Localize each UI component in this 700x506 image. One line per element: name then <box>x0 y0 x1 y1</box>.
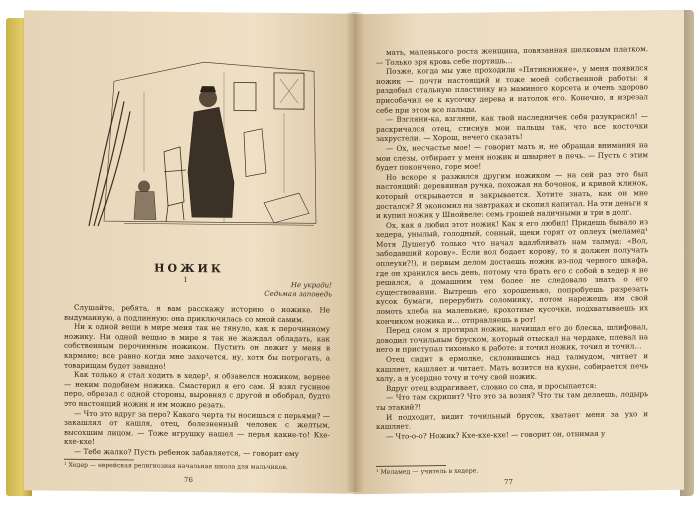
footnote-divider <box>376 465 446 467</box>
footnote: ¹ Хедер — еврейская религиозная начальная школа для мальчиков. <box>64 461 288 472</box>
paragraph: — Что это вдруг за перо? Какого черта ты носишься с перьями? — закашлял от кашля, отец, болезненный человек с желтым, высохшим лицом. — Тоже игрушку нашел — перья какие-то! Кхе-кхе-кхе! <box>64 408 330 447</box>
paragraph: Перед сном я протирал ножик, начищал его до блеска, шлифовал, доводил точильным бруском, который отыскал на чердаке, плевал на него и приступал тихонько к работе: я точил ножик, точил и точил… <box>376 322 648 355</box>
footnote-divider <box>64 459 134 461</box>
paragraph: Отец сидит в ермолке, склонившись над талмудом, читает и кашляет, кашляет и читает. Мать возится на кухне, собирается печь халу, а я усердно точу и точу свой ножик. <box>376 351 648 384</box>
epigraph-source: Седьмая заповедь <box>264 289 332 299</box>
paragraph: — Ох, несчастье мое! — говорит мать и, не обращая внимания на мои слезы, отбирает у меня ножик и швыряет в печь. — Пусть с этим будет покончено, горе мое! <box>376 140 648 173</box>
paragraph: Как только я стал ходить в хедер¹, я обзавелся ножиком, вернее — неким подобием ножика. Смастерил я его сам. Я взял гусиное перо, обрезал с одной стороны, выровнял с другой и обобрал, будто это настоящий ножик и им можно резать. <box>64 369 330 410</box>
page-number: 76 <box>184 475 193 485</box>
paragraph: Ни к одной вещи в мире меня так не тянуло, как к перочинному ножику. Ни одной вещью в мире я так не жаждал обладать, как собственным перочинным ножиком. Пустить он лежит у меня в кармане; все равно когда мне захочется, ну, хотя бы потрогать, а товарищам будет завидно! <box>64 321 330 371</box>
paragraph: Вдруг отец вздрагивает, словно со сна, и просыпается: <box>386 380 597 393</box>
paragraph: Позже, когда мы уже проходили «Пятикнижие», у меня появился ножик — почти настоящий и тоже моей собственной работы: я раздобыл стальную пластинку из маминого корсета и очень здорово присобачил ее к кусочку дерева и натолок его. Конечно, я изрезал себе при этом все пальцы. <box>376 63 648 115</box>
paragraph: — Что там скрипит? Что это за возня? Что ты там делаешь, лодырь ты этакий?! <box>376 389 648 412</box>
left-page-body <box>64 303 330 459</box>
book-gutter <box>346 12 364 492</box>
paragraph: — Взгляни-ка, взгляни, как твой наследничек себя разукрасил! — раскричался отец, стиснув мои пальцы так, что все косточки захрустели. — Хорош, нечего сказать! <box>376 111 648 144</box>
paragraph: Ох, как я любил этот ножик! Как я его любил! Придешь бывало из хедера, унылый, голодный, сонный, щеки горят от оплеух (меламед¹ Мотя Душегуб только что начал вдалбливать нам талмуд: «Вол, забодавший корову». Если вол бодает корову, то я должен получать оплеухи?!), и первым делом достаешь ножик из-под черного шкафа, где он хранился весь день, потому что брать его с собой в хедер я не решался, а домашним тем более не следовало знать о его существовании. Вытрешь его хорошенько, попробуешь разрезать кусок бумаги, перерубить соломинку, потом нарежешь им свой ломоть хлеба на маленькие, крохотные кусочки, подхватываешь их кончиком ножика и… отправляешь в рот! <box>376 216 648 326</box>
paragraph: — Что-о-о? Ножик? Кхе-кхе-кхе! — говорит он, отнимая у <box>386 428 606 441</box>
paragraph: Слушайте, ребята, я вам расскажу историю о ножике. Не выдуманную, а подлинную: она приключилась со мной самим. <box>64 302 330 324</box>
right-page <box>354 10 684 495</box>
illustration-family-scene <box>84 51 324 234</box>
paragraph: — Тебе жалко? Пусть ребенок забавляется, — говорит ему <box>74 446 299 459</box>
page-number: 77 <box>504 478 513 487</box>
paragraph: Но вскоре я разжился другим ножиком — на сей раз это был настоящий: деревянная ручка, похожая на бочонок, и кривой клинок, который открывается и закрывается. Хотите знать, как он мне достался? Я экономил на завтраках и скопил капитал. На эти деньги я и купил ножик у Шнойвеле: семь грошей наличными и три в долг. <box>376 168 648 221</box>
chapter-number: I <box>184 275 187 284</box>
epigraph <box>264 281 332 300</box>
paragraph: И подходит, видит точильный брусок, хватает меня за ухо и кашляет. <box>376 408 648 432</box>
chapter-title: НОЖИК <box>154 261 224 276</box>
left-page <box>24 10 354 493</box>
open-book <box>6 6 694 500</box>
footnote: ¹ Меламед — учитель в хедере. <box>376 467 479 476</box>
epigraph-line: Не укради! <box>290 281 332 290</box>
paragraph: мать, маленького роста женщина, повязанная шелковым платком. — Только зря кровь себе портишь… <box>376 44 648 67</box>
right-page-body <box>376 44 648 441</box>
